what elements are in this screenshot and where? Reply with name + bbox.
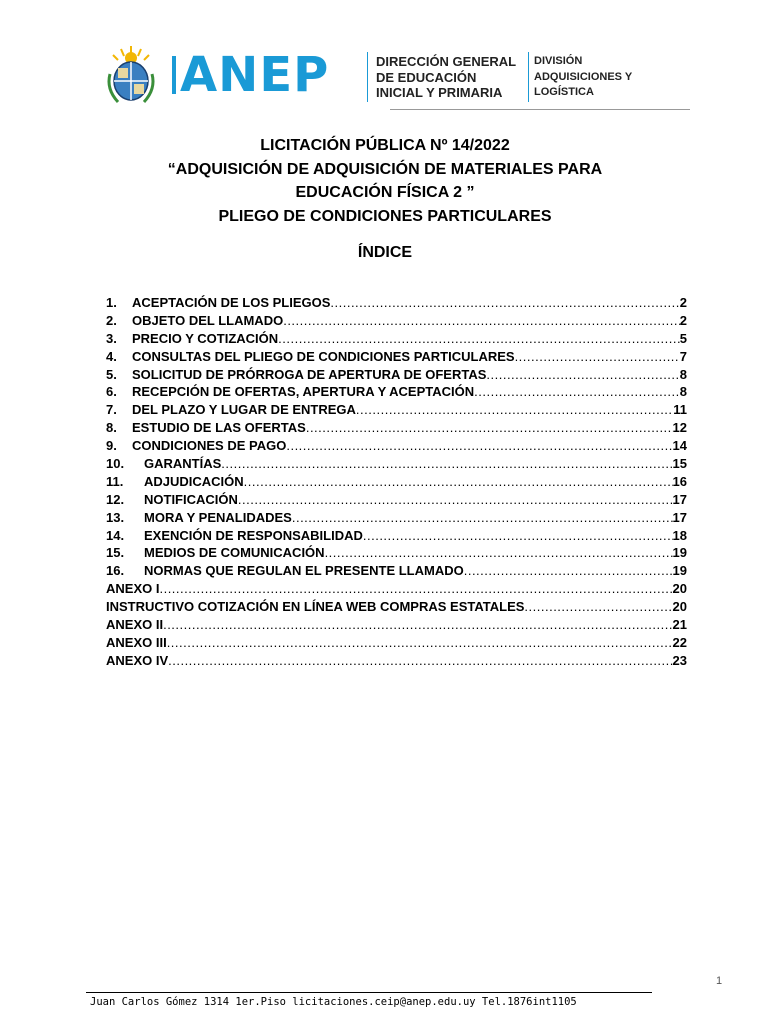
toc-entry[interactable] xyxy=(106,598,687,616)
toc-entry-page: 17 xyxy=(672,509,687,525)
toc-entry-number: 16. xyxy=(106,563,125,579)
division-line: ADQUISICIONES Y xyxy=(534,70,633,83)
toc-dot-leader xyxy=(286,437,672,455)
toc-entry[interactable] xyxy=(106,527,687,545)
toc-entry[interactable] xyxy=(106,616,687,634)
toc-entry[interactable] xyxy=(106,437,687,455)
toc-dot-leader xyxy=(356,401,673,419)
page-number: 1 xyxy=(716,975,723,987)
toc-entry-title: OBJETO DEL LLAMADO xyxy=(132,312,284,328)
toc-entry-title: ANEXO III xyxy=(106,634,167,650)
toc-entry-number: 10. xyxy=(106,456,125,472)
toc-entry-title: ACEPTACIÓN DE LOS PLIEGOS xyxy=(132,295,331,310)
toc-dot-leader xyxy=(474,383,680,401)
toc-entry-title: CONDICIONES DE PAGO xyxy=(132,438,287,454)
toc-entry-page: 20 xyxy=(672,581,687,597)
toc-entry[interactable] xyxy=(106,652,687,670)
logo-bar xyxy=(172,56,176,94)
toc-dot-leader xyxy=(363,527,673,545)
org-line: DE EDUCACIÓN xyxy=(376,69,477,85)
toc-entry[interactable] xyxy=(106,455,687,473)
toc-entry-page: 20 xyxy=(672,599,687,615)
toc-entry-number: 13. xyxy=(106,509,125,525)
toc-dot-leader xyxy=(306,419,673,437)
toc-dot-leader xyxy=(515,348,680,366)
toc-dot-leader xyxy=(330,294,679,312)
toc-entry-title: MEDIOS DE COMUNICACIÓN xyxy=(144,545,325,561)
toc-entry-number: 11. xyxy=(106,473,124,489)
toc-entry-page: 7 xyxy=(679,348,687,364)
toc-entry[interactable] xyxy=(106,312,687,330)
toc-entry[interactable] xyxy=(106,419,687,437)
toc-entry-number: 12. xyxy=(106,491,125,507)
toc-dot-leader xyxy=(486,366,679,384)
toc-dot-leader xyxy=(221,455,672,473)
toc-entry-title: SOLICITUD DE PRÓRROGA DE APERTURA DE OFERTAS xyxy=(132,366,487,382)
toc-entry[interactable] xyxy=(106,348,687,366)
toc-entry-number: 6. xyxy=(106,384,117,400)
toc-entry-page: 16 xyxy=(672,473,687,489)
toc-dot-leader xyxy=(292,509,673,527)
toc-entry-page: 11 xyxy=(673,402,687,418)
toc-dot-leader xyxy=(278,330,680,348)
toc-entry-number: 4. xyxy=(106,348,117,364)
toc-entry-title: RECEPCIÓN DE OFERTAS, APERTURA Y ACEPTACIÓN xyxy=(132,384,475,400)
toc-entry-number: 3. xyxy=(106,330,117,346)
toc-entry-number: 5. xyxy=(106,366,117,382)
toc-entry[interactable] xyxy=(106,580,687,598)
toc-dot-leader xyxy=(283,312,680,330)
toc-entry-number: 15. xyxy=(106,545,125,561)
toc-entry-page: 19 xyxy=(672,545,687,561)
org-line: INICIAL Y PRIMARIA xyxy=(376,85,503,100)
toc-dot-leader xyxy=(238,491,673,509)
division-line: DIVISIÓN xyxy=(534,55,583,67)
toc-entry[interactable] xyxy=(106,294,687,312)
toc-entry-number: 8. xyxy=(106,420,117,436)
toc-entry[interactable] xyxy=(106,562,687,580)
toc-entry[interactable] xyxy=(106,330,687,348)
toc-entry[interactable] xyxy=(106,383,687,401)
division-name xyxy=(534,54,632,101)
toc-entry[interactable] xyxy=(106,366,687,384)
toc-dot-leader xyxy=(159,580,672,598)
toc-entry[interactable] xyxy=(106,491,687,509)
header-rule xyxy=(390,109,690,110)
toc-dot-leader xyxy=(244,473,673,491)
toc-entry-page: 2 xyxy=(679,312,687,328)
toc-entry-number: 9. xyxy=(106,438,117,454)
toc-entry-page: 21 xyxy=(672,617,687,633)
footer-rule xyxy=(86,992,652,993)
title-line: “ADQUISICIÓN DE ADQUISICIÓN DE MATERIALES PARA xyxy=(167,160,603,178)
toc-entry[interactable] xyxy=(106,473,687,491)
header-divider xyxy=(528,52,529,102)
toc-entry-number: 1. xyxy=(106,295,117,310)
toc-entry-page: 2 xyxy=(679,295,687,310)
toc-dot-leader xyxy=(163,616,672,634)
toc-entry-title: CONSULTAS DEL PLIEGO DE CONDICIONES PARTICULARES xyxy=(132,348,515,364)
toc-entry-page: 14 xyxy=(672,438,687,454)
index-heading: ÍNDICE xyxy=(357,244,413,261)
toc-dot-leader xyxy=(524,598,672,616)
toc-entry-page: 8 xyxy=(679,366,687,382)
toc-entry-title: ANEXO I xyxy=(106,581,160,597)
title-line: PLIEGO DE CONDICIONES PARTICULARES xyxy=(218,207,552,225)
header-divider xyxy=(367,52,368,102)
toc-entry-title: ESTUDIO DE LAS OFERTAS xyxy=(132,420,306,436)
footer-contact: Juan Carlos Gómez 1314 1er.Piso licitaciones.ceip@anep.edu.uy Tel.1876int1105 xyxy=(90,996,577,1008)
toc-entry-page: 18 xyxy=(672,527,687,543)
toc-entry-title: PRECIO Y COTIZACIÓN xyxy=(132,330,279,346)
toc-entry[interactable] xyxy=(106,544,687,562)
toc-dot-leader xyxy=(325,544,673,562)
toc-entry-title: ADJUDICACIÓN xyxy=(144,473,244,489)
toc-entry-number: 7. xyxy=(106,402,117,418)
toc-entry-title: EXENCIÓN DE RESPONSABILIDAD xyxy=(144,527,363,543)
toc-entry-page: 23 xyxy=(672,652,687,668)
org-name xyxy=(376,54,516,101)
toc-entry[interactable] xyxy=(106,634,687,652)
toc-entry-title: NOTIFICACIÓN xyxy=(144,491,238,507)
toc-entry-page: 5 xyxy=(679,330,687,346)
table-of-contents xyxy=(106,294,687,670)
toc-dot-leader xyxy=(168,652,672,670)
toc-entry-title: ANEXO IV xyxy=(106,652,169,668)
toc-entry-page: 22 xyxy=(672,634,687,650)
toc-entry-title: GARANTÍAS xyxy=(144,456,222,472)
title-line: LICITACIÓN PÚBLICA Nº 14/2022 xyxy=(260,137,510,154)
letterhead xyxy=(104,42,690,112)
toc-entry-title: NORMAS QUE REGULAN EL PRESENTE LLAMADO xyxy=(144,563,464,579)
toc-entry-title: DEL PLAZO Y LUGAR DE ENTREGA xyxy=(132,402,356,418)
toc-entry-title: MORA Y PENALIDADES xyxy=(144,509,292,525)
division-line: LOGÍSTICA xyxy=(534,86,594,98)
toc-entry-number: 14. xyxy=(106,527,125,543)
document-title xyxy=(0,134,770,228)
uruguay-coat-of-arms-icon xyxy=(104,44,158,106)
title-line: EDUCACIÓN FÍSICA 2 ” xyxy=(295,184,475,201)
toc-entry-page: 12 xyxy=(672,420,687,436)
toc-dot-leader xyxy=(167,634,673,652)
anep-logo-text: ANEP xyxy=(180,47,330,103)
toc-entry-number: 2. xyxy=(106,312,117,328)
toc-entry-title: ANEXO II xyxy=(106,617,164,633)
org-line: DIRECCIÓN GENERAL xyxy=(376,54,517,69)
toc-entry-page: 17 xyxy=(672,491,687,507)
toc-entry-title: INSTRUCTIVO COTIZACIÓN EN LÍNEA WEB COMPRAS ESTATALES xyxy=(106,599,525,615)
toc-entry-page: 19 xyxy=(672,563,687,579)
toc-entry-page: 8 xyxy=(679,384,687,400)
toc-dot-leader xyxy=(464,562,673,580)
toc-entry[interactable] xyxy=(106,509,687,527)
toc-entry-page: 15 xyxy=(672,456,687,472)
toc-entry[interactable] xyxy=(106,401,687,419)
